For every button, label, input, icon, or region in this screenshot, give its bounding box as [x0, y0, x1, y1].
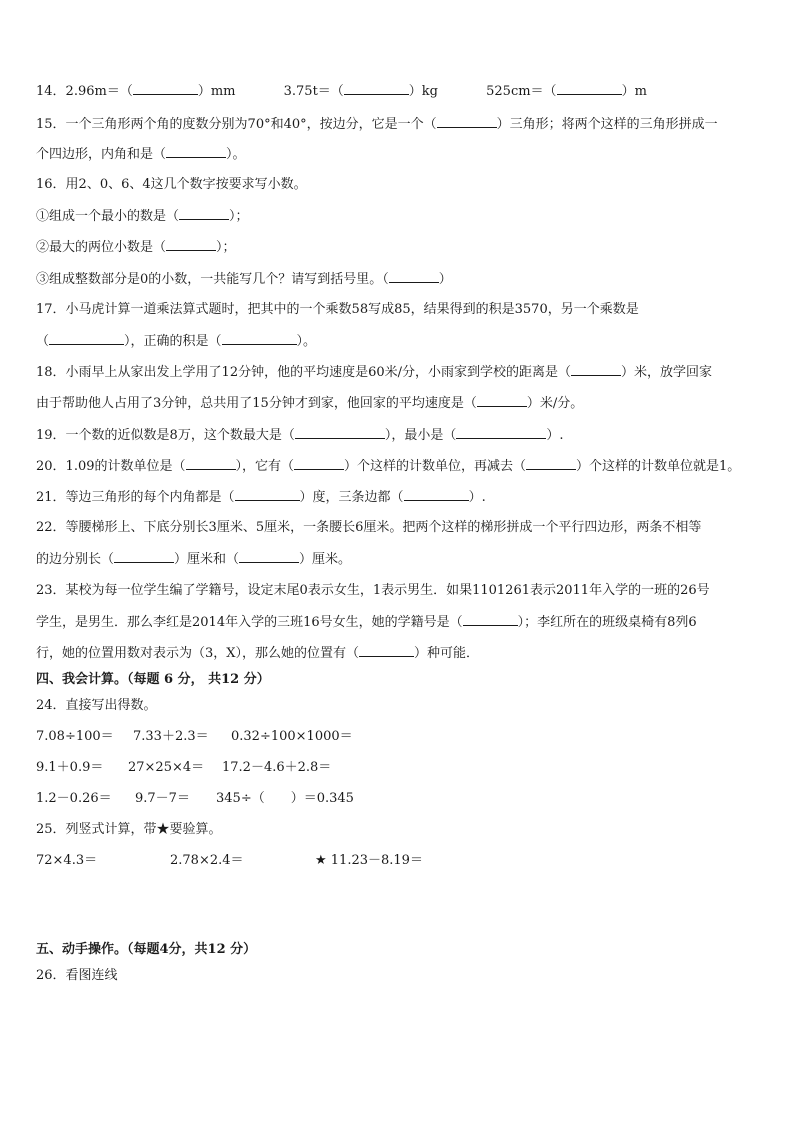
section-5-heading: 五、动手操作。（每题4分，共12 分） [36, 942, 257, 957]
question-24: 24．直接写出得数。 [36, 698, 157, 713]
answer-blank[interactable] [166, 238, 216, 251]
answer-blank[interactable] [235, 488, 300, 501]
answer-blank[interactable] [186, 457, 236, 470]
answer-blank[interactable] [359, 644, 414, 657]
section-4-heading: 四、我会计算。（每题 6 分， 共12 分） [36, 672, 270, 687]
vertical-calc-item: 2.78×2.4＝ [170, 853, 244, 868]
answer-blank[interactable] [222, 332, 297, 345]
answer-blank[interactable] [114, 550, 174, 563]
vertical-calc-item: 72×4.3＝ [36, 853, 98, 868]
question-17-line-1: 17．小马虎计算一道乘法算式题时，把其中的一个乘数58写成85，结果得到的积是3570，另一个乘数是 [36, 302, 639, 317]
question-16: 16．用2、0、6、4这几个数字按要求写小数。 [36, 177, 307, 192]
answer-blank[interactable] [179, 207, 229, 220]
answer-blank[interactable] [389, 270, 439, 283]
answer-blank[interactable] [49, 332, 124, 345]
answer-blank[interactable] [456, 426, 546, 439]
calc-item: 1.2－0.26＝ [36, 791, 112, 806]
answer-blank[interactable] [404, 488, 469, 501]
answer-blank[interactable] [294, 457, 344, 470]
answer-blank[interactable] [477, 394, 527, 407]
calc-item: 7.33＋2.3＝ [133, 729, 209, 744]
question-18-line-2: 由于帮助他人占用了3分钟，总共用了15分钟才到家，他回家的平均速度是（ ）米/分。 [36, 396, 584, 411]
answer-blank[interactable] [557, 82, 622, 95]
calc-item: 17.2－4.6＋2.8＝ [222, 760, 332, 775]
question-23-line-2: 学生，是男生．那么李红是2014年入学的三班16号女生，她的学籍号是（ ）；李红所在的班级桌椅有8列6 [36, 615, 697, 630]
question-16-sub-3: ③组成整数部分是0的小数，一共能写几个？请写到括号里。（ ） [36, 272, 452, 287]
answer-blank[interactable] [166, 145, 226, 158]
vertical-calc-item: ★ 11.23－8.19＝ [315, 853, 423, 868]
question-18-line-1: 18．小雨早上从家出发上学用了12分钟，他的平均速度是60米/分，小雨家到学校的距离是（ ）米，放学回家 [36, 365, 713, 380]
answer-blank[interactable] [571, 363, 621, 376]
calc-item: 0.32÷100×1000＝ [231, 729, 353, 744]
question-14: 14．2.96m＝（ ）mm 3.75t＝（ ）kg 525cm＝（ ）m [36, 84, 647, 99]
calc-item: 7.08÷100＝ [36, 729, 114, 744]
answer-blank[interactable] [295, 426, 385, 439]
question-16-sub-1: ①组成一个最小的数是（ ）； [36, 209, 249, 224]
question-15-line-1: 15．一个三角形两个角的度数分别为70°和40°，按边分，它是一个（ ）三角形；将两个这样的三角形拼成一 [36, 117, 718, 132]
answer-blank[interactable] [133, 82, 198, 95]
question-16-sub-2: ②最大的两位小数是（ ）； [36, 240, 236, 255]
question-23-line-3: 行，她的位置用数对表示为（3，X），那么她的位置有（ ）种可能． [36, 646, 480, 661]
calc-item: 27×25×4＝ [128, 760, 205, 775]
question-25: 25．列竖式计算，带★要验算。 [36, 822, 222, 837]
question-20: 20．1.09的计数单位是（ ），它有（ ）个这样的计数单位，再减去（ ）个这样的计数单位就是1。 [36, 459, 741, 474]
calc-item: 9.1＋0.9＝ [36, 760, 104, 775]
answer-blank[interactable] [437, 115, 497, 128]
answer-blank[interactable] [526, 457, 576, 470]
question-22-line-1: 22．等腰梯形上、下底分别长3厘米、5厘米，一条腰长6厘米。把两个这样的梯形拼成一个平行四边形，两条不相等 [36, 520, 702, 535]
question-17-line-2: （ ），正确的积是（ ）。 [36, 334, 317, 349]
question-21: 21．等边三角形的每个内角都是（ ）度，三条边都（ ）. [36, 490, 486, 505]
calc-item: 9.7－7＝ [135, 791, 190, 806]
answer-blank[interactable] [239, 550, 299, 563]
answer-blank[interactable] [344, 82, 409, 95]
answer-blank[interactable] [463, 613, 518, 626]
question-22-line-2: 的边分别长（ ）厘米和（ ）厘米。 [36, 552, 352, 567]
calc-item: 345÷（ ）＝0.345 [216, 791, 354, 806]
question-23-line-1: 23．某校为每一位学生编了学籍号，设定末尾0表示女生，1表示男生．如果1101261表示2011年入学的一班的26号 [36, 583, 710, 598]
question-26: 26．看图连线 [36, 968, 118, 983]
question-15-line-2: 个四边形，内角和是（ ）。 [36, 147, 246, 162]
question-19: 19．一个数的近似数是8万，这个数最大是（ ），最小是（ ）. [36, 428, 564, 443]
